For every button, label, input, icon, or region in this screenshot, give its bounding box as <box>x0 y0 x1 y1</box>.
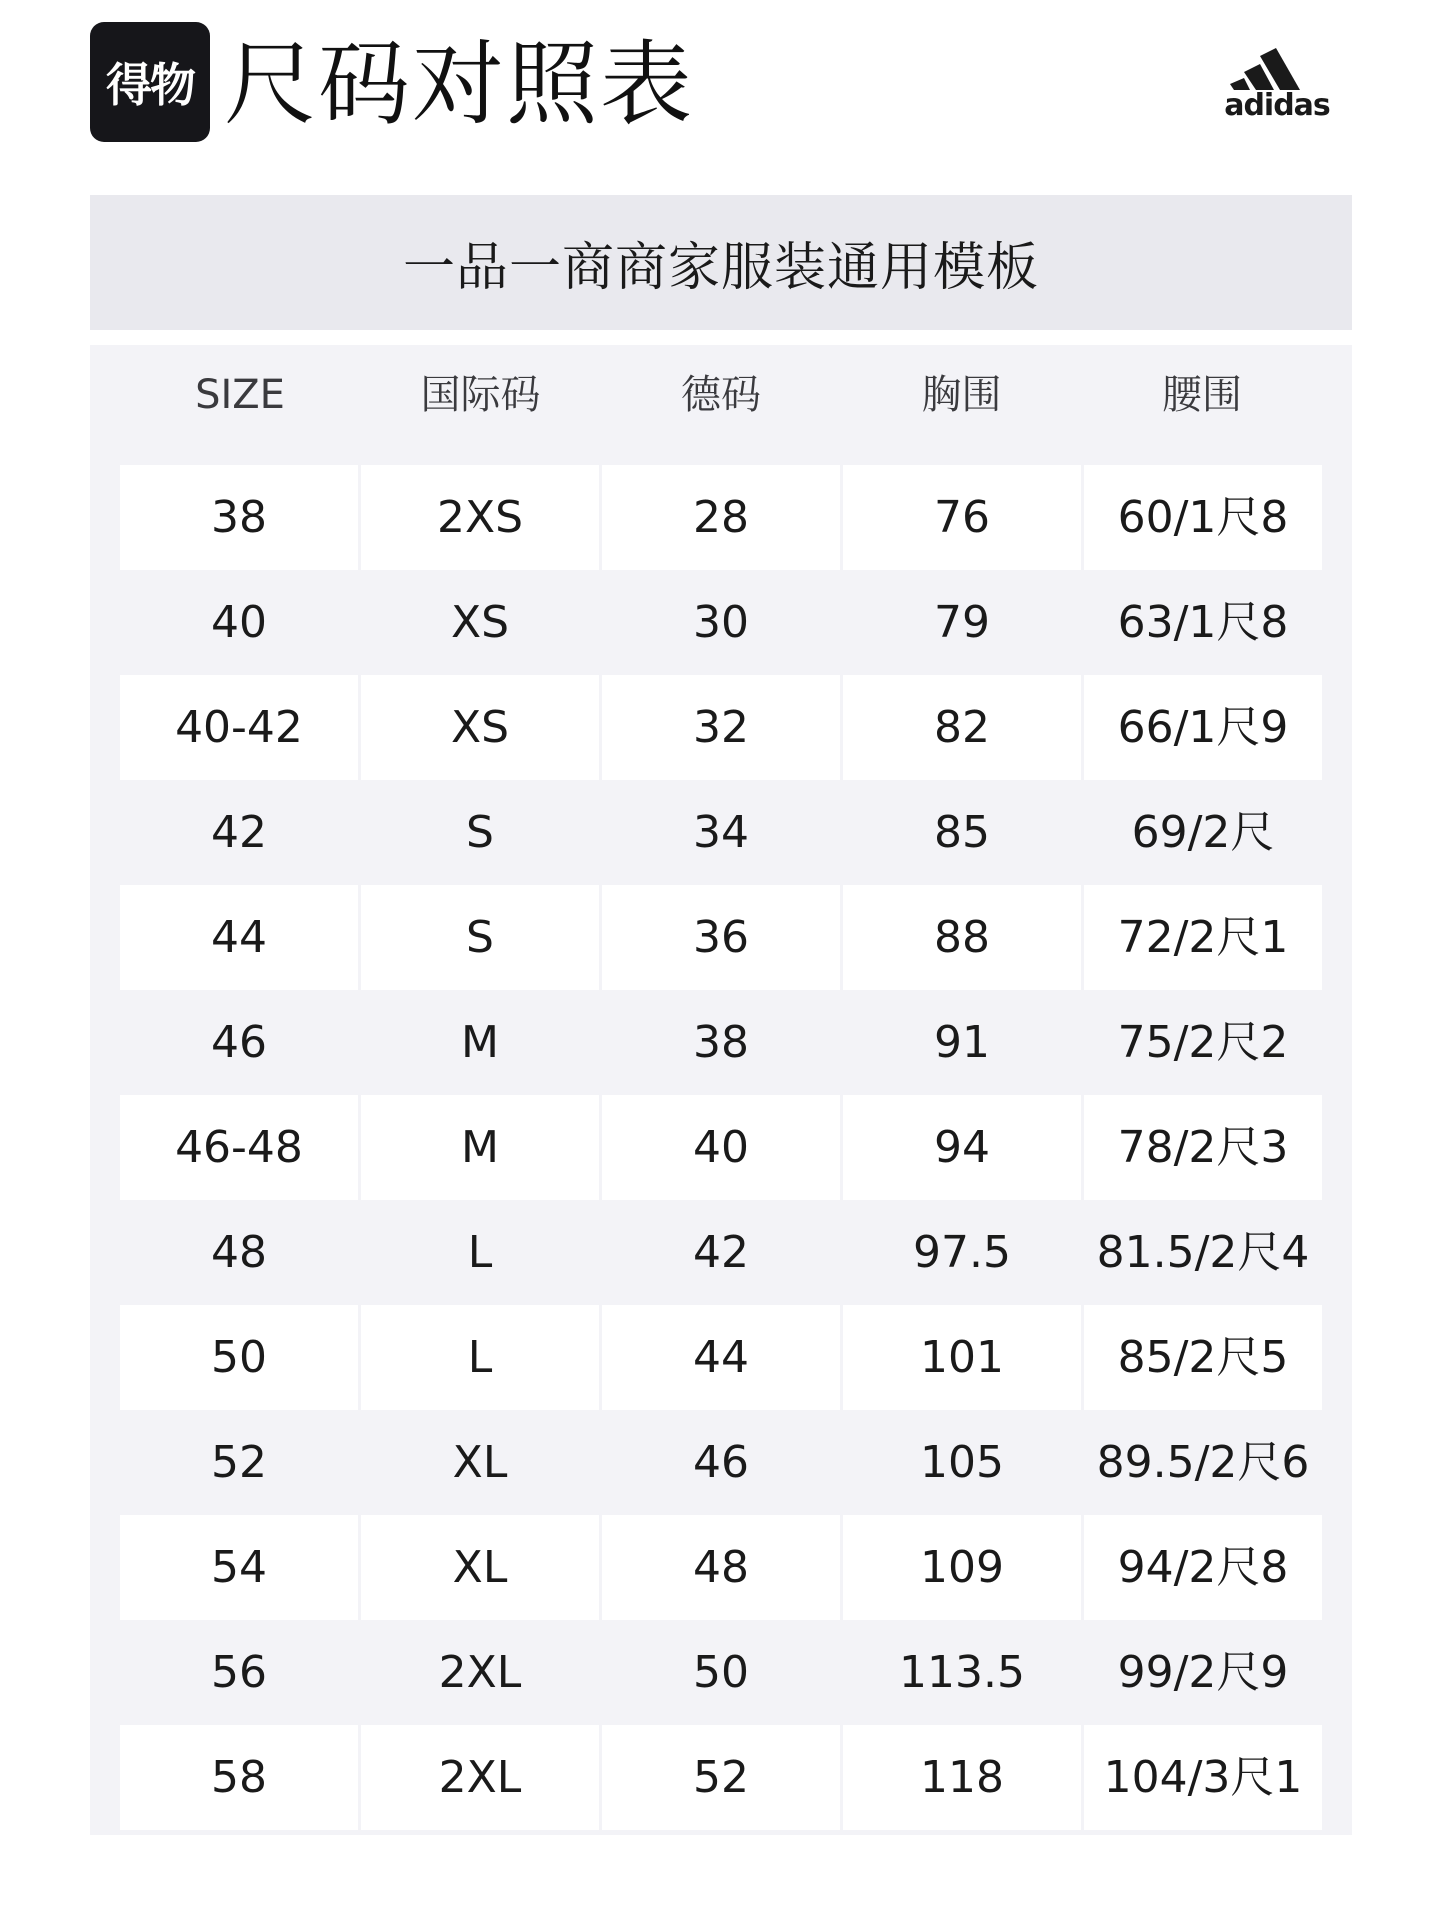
table-cell: 60/1尺8 <box>1084 465 1322 570</box>
column-header: 德码 <box>681 372 761 418</box>
table-cell: 42 <box>693 1227 749 1278</box>
app-logo: 得物 <box>90 22 210 142</box>
table-cell: 44 <box>602 1305 840 1410</box>
template-banner <box>90 195 1352 330</box>
table-cell: 52 <box>602 1725 840 1830</box>
table-cell: 78/2尺3 <box>1084 1095 1322 1200</box>
table-cell: 40-42 <box>120 675 358 780</box>
table-body <box>120 465 1322 1830</box>
table-cell: 42 <box>211 807 267 858</box>
table-cell: 38 <box>120 465 358 570</box>
table-cell: L <box>361 1305 599 1410</box>
brand-logo <box>1202 44 1352 124</box>
table-cell: 58 <box>120 1725 358 1830</box>
table-cell: 56 <box>211 1647 267 1698</box>
table-cell: 113.5 <box>899 1647 1025 1698</box>
table-cell: 28 <box>602 465 840 570</box>
table-cell: 34 <box>693 807 749 858</box>
table-row <box>120 1620 1322 1725</box>
table-row <box>120 780 1322 885</box>
column-header: SIZE <box>195 372 285 418</box>
table-cell: 2XL <box>438 1647 522 1698</box>
table-cell: 32 <box>602 675 840 780</box>
table-cell: 85 <box>934 807 990 858</box>
table-cell: 63/1尺8 <box>1117 597 1289 648</box>
column-header: 胸围 <box>921 372 1002 418</box>
table-cell: 36 <box>602 885 840 990</box>
table-row <box>120 570 1322 675</box>
table-cell: M <box>361 1095 599 1200</box>
table-cell: 2XS <box>361 465 599 570</box>
table-cell: 44 <box>120 885 358 990</box>
table-cell: XL <box>361 1515 599 1620</box>
table-cell: S <box>361 885 599 990</box>
table-cell: 46 <box>211 1017 267 1068</box>
table-cell: 46 <box>693 1437 749 1488</box>
page-title: 尺码对照表 <box>224 31 695 138</box>
table-cell: 69/2尺 <box>1131 807 1275 858</box>
table-cell: 50 <box>693 1647 749 1698</box>
brand-name: adidas <box>1224 88 1330 123</box>
table-header-row <box>120 345 1322 445</box>
table-cell: L <box>467 1227 493 1278</box>
table-row <box>120 675 1322 780</box>
table-cell: 48 <box>211 1227 267 1278</box>
table-cell: 85/2尺5 <box>1084 1305 1322 1410</box>
table-cell: 46-48 <box>120 1095 358 1200</box>
table-cell: 40 <box>211 597 267 648</box>
table-cell: 99/2尺9 <box>1117 1647 1289 1698</box>
table-cell: 38 <box>693 1017 749 1068</box>
table-row <box>120 1725 1322 1830</box>
table-row <box>120 1515 1322 1620</box>
table-cell: XS <box>361 675 599 780</box>
table-cell: 52 <box>211 1437 267 1488</box>
table-row <box>120 465 1322 570</box>
table-cell: XS <box>450 597 510 648</box>
table-cell: 94/2尺8 <box>1084 1515 1322 1620</box>
table-cell: 76 <box>843 465 1081 570</box>
table-cell: 54 <box>120 1515 358 1620</box>
table-cell: 101 <box>843 1305 1081 1410</box>
table-cell: 88 <box>843 885 1081 990</box>
table-cell: 81.5/2尺4 <box>1096 1227 1310 1278</box>
table-cell: 91 <box>934 1017 990 1068</box>
table-cell: S <box>466 807 494 858</box>
table-cell: 109 <box>843 1515 1081 1620</box>
table-cell: 2XL <box>361 1725 599 1830</box>
table-cell: 118 <box>843 1725 1081 1830</box>
table-row <box>120 1095 1322 1200</box>
column-header: 腰围 <box>1162 372 1242 418</box>
table-cell: 94 <box>843 1095 1081 1200</box>
table-cell: M <box>461 1017 499 1068</box>
table-cell: 105 <box>920 1437 1004 1488</box>
table-row <box>120 990 1322 1095</box>
size-table <box>90 345 1352 1835</box>
table-row <box>120 1305 1322 1410</box>
table-row <box>120 1200 1322 1305</box>
table-cell: 97.5 <box>913 1227 1011 1278</box>
table-cell: 104/3尺1 <box>1084 1725 1322 1830</box>
header <box>90 22 1352 152</box>
adidas-stripes-icon <box>1230 44 1324 90</box>
table-cell: 79 <box>934 597 990 648</box>
column-header: 国际码 <box>420 372 541 418</box>
table-cell: 66/1尺9 <box>1084 675 1322 780</box>
banner-text: 一品一商商家服装通用模板 <box>402 238 1039 298</box>
table-cell: 50 <box>120 1305 358 1410</box>
table-row <box>120 885 1322 990</box>
table-cell: 89.5/2尺6 <box>1096 1437 1310 1488</box>
table-row <box>120 1410 1322 1515</box>
table-cell: 82 <box>843 675 1081 780</box>
table-cell: 30 <box>693 597 749 648</box>
table-cell: XL <box>452 1437 508 1488</box>
table-cell: 40 <box>602 1095 840 1200</box>
table-cell: 75/2尺2 <box>1117 1017 1289 1068</box>
table-cell: 72/2尺1 <box>1084 885 1322 990</box>
table-cell: 48 <box>602 1515 840 1620</box>
